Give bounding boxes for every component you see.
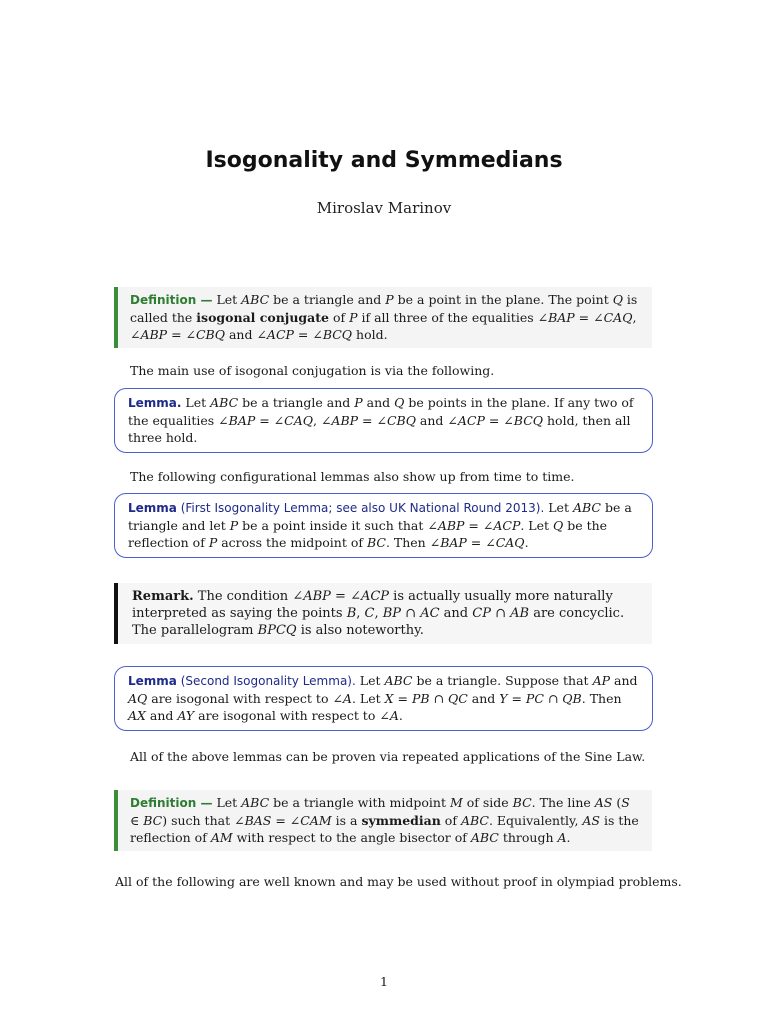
math: AQ <box>128 691 148 706</box>
text: ) such that <box>162 813 235 828</box>
author-name: Miroslav Marinov <box>316 199 452 217</box>
lemma-label: Lemma <box>128 501 177 515</box>
math: C <box>364 606 375 621</box>
math: ABC <box>384 673 413 688</box>
defined-term: isogonal conjugate <box>196 310 329 325</box>
lemma-box-isogonal <box>114 388 653 453</box>
math: ∠ABP = ∠CBQ <box>320 413 416 428</box>
paragraph-configurational: The following configurational lemmas also show up from time to time. <box>130 469 575 484</box>
lemma-subtitle: (First Isogonality Lemma; see also UK National Round 2013). <box>176 501 545 515</box>
text: Let <box>544 500 573 515</box>
text: are concyclic. The parallelogram <box>132 606 625 638</box>
definition-label: Definition — <box>130 796 213 810</box>
text: with respect to the angle bisector of <box>232 830 471 845</box>
math: A <box>557 830 567 845</box>
math: P <box>385 292 394 307</box>
math: ∠BAP = ∠CAQ <box>537 310 633 325</box>
math: BPCQ <box>257 623 297 638</box>
math: BC <box>512 795 532 810</box>
text: is called the <box>130 292 638 325</box>
remark-label: Remark. <box>132 589 194 604</box>
math: ∠BAP = ∠CAQ <box>429 535 525 550</box>
text: and <box>467 691 500 706</box>
text: The condition <box>193 589 293 604</box>
math: B <box>346 606 357 621</box>
text: and <box>439 606 473 621</box>
math: AS <box>582 813 600 828</box>
text: is also noteworthy. <box>296 623 424 638</box>
math: AY <box>177 708 195 723</box>
text: . <box>524 535 529 550</box>
math: AS <box>594 795 613 810</box>
text: , <box>374 606 383 621</box>
text: ( <box>612 795 622 810</box>
math: P <box>349 310 358 325</box>
text: be the reflection of <box>128 518 608 550</box>
text: Let <box>212 795 242 810</box>
math: X = PB ∩ QC <box>384 691 468 706</box>
document-title: Isogonality and Symmedians <box>205 148 563 173</box>
text: are isogonal with respect to <box>194 708 380 723</box>
text: . Then <box>385 535 430 550</box>
text: . Let <box>351 691 385 706</box>
math: S ∈ BC <box>130 795 630 828</box>
math: AM <box>210 830 233 845</box>
defined-term: symmedian <box>361 813 441 828</box>
text: be points in the plane. If any two of the equalities <box>128 395 634 428</box>
lemma-label: Lemma. <box>128 396 182 410</box>
math: ∠A <box>332 691 352 706</box>
math: Q <box>612 292 623 307</box>
text: be a point inside it such that <box>238 518 428 533</box>
text: be a triangle with midpoint <box>269 795 450 810</box>
text: . Equivalently, <box>488 813 583 828</box>
definition-box-symmedian <box>114 790 652 851</box>
math: CP ∩ AB <box>472 606 530 621</box>
math: ABC <box>210 395 239 410</box>
text: , <box>632 310 637 325</box>
text: Let <box>181 395 211 410</box>
text: hold. <box>352 327 388 342</box>
text: and <box>362 395 395 410</box>
text: hold, then all three hold. <box>128 413 631 445</box>
text: of side <box>462 795 513 810</box>
definition-label: Definition — <box>130 293 213 307</box>
text: if all three of the equalities <box>357 310 538 325</box>
text: is actually usually more naturally interpreted as saying the points <box>132 589 613 621</box>
math: AP <box>592 673 611 688</box>
lemma-box-second-isogonality <box>114 666 653 731</box>
text: . The line <box>531 795 595 810</box>
math: ABC <box>572 500 601 515</box>
text: through <box>498 830 558 845</box>
math: ∠ABP = ∠CBQ <box>130 327 225 342</box>
math: ∠A <box>379 708 399 723</box>
text: is a <box>331 813 362 828</box>
text: are isogonal with respect to <box>147 691 333 706</box>
text: and <box>145 708 178 723</box>
remark-box <box>114 583 652 644</box>
math: ∠BAP = ∠CAQ <box>218 413 313 428</box>
text: . Let <box>520 518 554 533</box>
text: . <box>398 708 403 723</box>
math: P <box>208 535 218 550</box>
text: and <box>610 673 638 688</box>
math: ∠ACP = ∠BCQ <box>256 327 353 342</box>
math: ∠ABP = ∠ACP <box>292 589 390 604</box>
math: ∠BAS = ∠CAM <box>234 813 332 828</box>
text: Let <box>212 292 242 307</box>
paragraph-sine-law: All of the above lemmas can be proven via repeated applications of the Sine Law. <box>130 749 646 764</box>
text: be a point in the plane. The point <box>393 292 613 307</box>
text: be a triangle and <box>269 292 386 307</box>
math: Q <box>553 518 564 533</box>
math: ABC <box>470 830 499 845</box>
text: , <box>313 413 321 428</box>
math: ABC <box>460 813 489 828</box>
math: ∠ABP = ∠ACP <box>427 518 521 533</box>
text: and <box>225 327 257 342</box>
math: ABC <box>241 292 270 307</box>
page-number: 1 <box>380 974 388 989</box>
math: ∠ACP = ∠BCQ <box>447 413 544 428</box>
definition-box-isogonal-conjugate <box>114 287 652 348</box>
text: is the reflection of <box>130 813 639 845</box>
lemma-subtitle: (Second Isogonality Lemma). <box>176 674 356 688</box>
math: P <box>229 518 239 533</box>
text: and <box>415 413 448 428</box>
text: be a triangle and let <box>128 500 632 533</box>
text: . <box>566 830 571 845</box>
text: be a triangle. Suppose that <box>412 673 593 688</box>
text: across the midpoint of <box>217 535 367 550</box>
math: ABC <box>241 795 270 810</box>
paragraph-well-known: All of the following are well known and may be used without proof in olympiad problems. <box>115 874 682 889</box>
text: Let <box>355 673 385 688</box>
math: M <box>449 795 463 810</box>
text: , <box>356 606 365 621</box>
text: of <box>440 813 461 828</box>
math: BP ∩ AC <box>382 606 440 621</box>
math: AX <box>128 708 146 723</box>
lemma-label: Lemma <box>128 674 177 688</box>
math: Q <box>394 395 405 410</box>
text: . Then <box>581 691 622 706</box>
math: Y = PC ∩ QB <box>499 691 582 706</box>
math: BC <box>366 535 386 550</box>
paragraph-main-use: The main use of isogonal conjugation is via the following. <box>130 363 495 378</box>
text: of <box>328 310 350 325</box>
math: P <box>354 395 363 410</box>
lemma-box-first-isogonality <box>114 493 653 558</box>
text: be a triangle and <box>238 395 355 410</box>
